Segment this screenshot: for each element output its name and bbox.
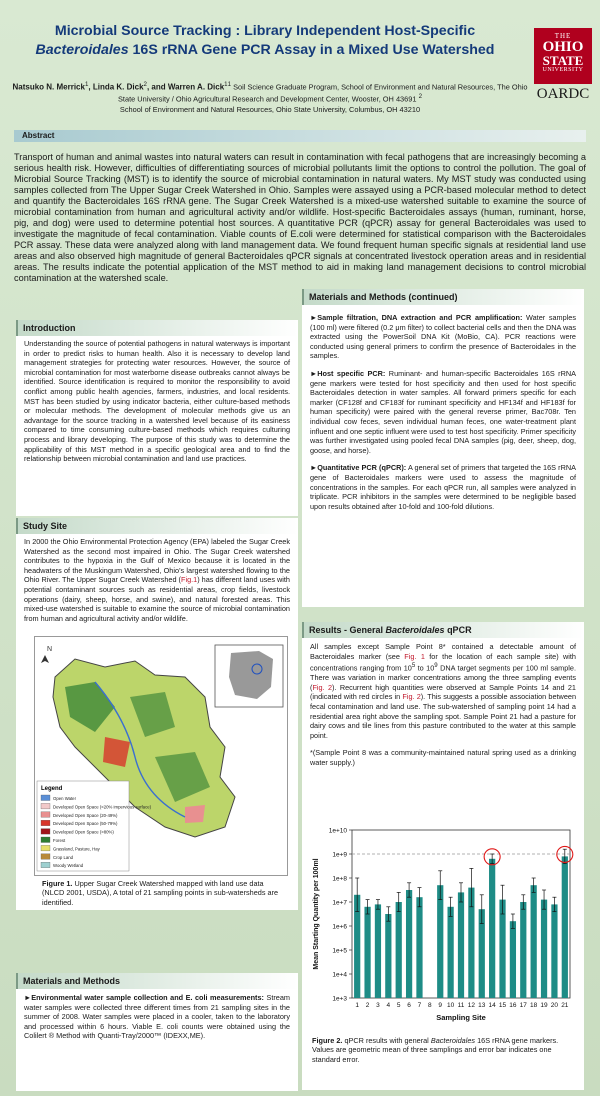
x-tick-label: 5 <box>396 1002 401 1009</box>
mm2-paragraph-2 <box>310 369 576 455</box>
study-site-fig-ref: Fig.1 <box>180 575 198 585</box>
mm2-paragraph-1 <box>310 313 576 361</box>
legend-label: Open Water <box>53 796 77 801</box>
x-tick-label: 4 <box>386 1002 391 1009</box>
legend-swatch <box>41 829 50 835</box>
abstract-heading: Abstract <box>14 130 586 142</box>
results-sup-9: 9 <box>434 662 438 670</box>
osu-logo <box>534 28 592 84</box>
bar-site-5 <box>396 902 402 998</box>
x-tick-label: 17 <box>519 1002 527 1009</box>
affiliation-2: School of Environment and Natural Resources, Ohio State University, Columbus, OH 43210 <box>119 104 421 114</box>
affiliation-1: Soil Science Graduate Program, School of Environment and Natural Resources, The Ohio State University / Ohio Agricultural Research and Development Center, Wooster, OH 43691 <box>117 82 528 104</box>
logo-university: UNIVERSITY <box>542 67 584 73</box>
materials-methods-text <box>24 993 290 1041</box>
x-tick-label: 14 <box>488 1002 496 1009</box>
materials-methods-continued-heading: Materials and Methods (continued) <box>302 289 584 305</box>
mm1-body: Stream water samples were collected three different times from 21 sampling sites in the summer of 2008. Water samples were placed in a cooler, taken to the laboratory and processed within 6 hours. Viable E. coli counts were obtained using the Colilert ® Method with Quanti-Tray/2000™ (IDEXX,ME). <box>24 993 290 1041</box>
figure-2-chart-svg <box>308 820 576 1030</box>
study-site-text <box>24 537 290 623</box>
x-tick-label: 1 <box>355 1002 360 1009</box>
introduction-text: Understanding the source of potential pathogens in natural waterways is important in order to predict risks to human health. Also it is necessary to develop land management strategies for protecting water resources. However, the source of microbial contamination for most waterborne disease outbreaks cannot always be identified. Source identification is required to monitor the responsibility to avoid conflict among public health agencies, farmers, industries, and local residents. MST has been studied by using indicator bacteria, either culture-based methods or molecular methods. The development of molecular methods give us an advantage for the source tracking in a watershed level because of its easiness compared to time consuming culture-based methods which requires culturing process and library developing. The purpose of this study was to determine the applicability of this MST method in a specific geological area and to find the relationship between microbial contamination and land use practices. <box>24 339 290 464</box>
x-tick-label: 20 <box>550 1002 559 1009</box>
x-tick-label: 11 <box>457 1002 465 1009</box>
materials-methods-panel <box>16 973 298 1091</box>
bar-site-11 <box>458 892 464 998</box>
bar-site-10 <box>448 907 454 998</box>
mm2-p2-lead: ►Host specific PCR: <box>310 368 386 378</box>
introduction-heading: Introduction <box>16 320 298 336</box>
bar-site-7 <box>416 897 422 998</box>
legend-swatch <box>41 812 50 818</box>
author-3-sup: 1 <box>224 81 228 88</box>
legend-swatch <box>41 795 50 801</box>
y-tick-label: 1e+6 <box>332 923 347 931</box>
bar-site-21 <box>562 856 568 998</box>
north-arrow-label: N <box>47 646 53 653</box>
legend-label: Woody Wetland <box>53 863 84 869</box>
x-tick-label: 2 <box>365 1002 370 1009</box>
figure-1-caption <box>42 879 282 907</box>
legend-swatch <box>41 837 50 843</box>
results-heading-b: Bacteroidales <box>385 625 445 635</box>
legend-label: Developed Open Space (<20% impervious surface) <box>53 804 152 810</box>
results-sup-5: 5 <box>411 662 416 670</box>
results-panel <box>302 622 584 1090</box>
x-tick-label: 21 <box>561 1002 569 1009</box>
logo-state: STATE <box>542 53 584 68</box>
authors-affiliations <box>10 80 530 115</box>
author-1: Natsuko N. Merrick <box>12 82 85 92</box>
bar-site-9 <box>437 885 443 998</box>
legend-label: Forest <box>53 838 66 843</box>
x-tick-label: 16 <box>509 1002 517 1009</box>
developed-patch-2 <box>185 805 205 823</box>
author-2-sup: 2 <box>143 81 147 88</box>
abstract-text: Transport of human and animal wastes into natural waters can result in contamination with fecal pathogens that are increasingly becoming a serious health risk. However, difficulties of differentiating sources of microbial pollutants limit the options to control the pollution. The goal of Microbial Source Tracking (MST) is to identify the source of microbial contamination in natural waters. My MST study was conducted using samples collected from The Upper Sugar Creek Watershed in Ohio. Samples were assayed using a PCR-based molecular method to detect and quantify the Bacteroidales 16S rRNA gene. The Sugar Creek Watershed is a mixed-use watershed suitable to examine the source of microbial contamination from human and agricultural activity and/or wildlife. Host-specific Bacteroidales assays (human, ruminant, horse, pig, and dog) were used to determine potential host sources. A quantitative PCR (qPCR) assay for general Bacteroidales was used to investigate the magnitude of fecal contamination. Viable counts of E.coli were determined for statistical comparison with the Bacteroidales PCR assay. These data were analyzed along with land management data. We found frequent human specific signals at residential land use areas and also observed high magnitude of general Bacteroidales qPCR signals at concentrated livestock operation areas and in residential areas. The results indicate the potential application of the MST method to aid in making land management decisions to control microbial contamination at the watershed scale. <box>14 152 586 283</box>
x-tick-label: 19 <box>540 1002 548 1009</box>
results-heading-c: qPCR <box>444 625 472 635</box>
legend-label: Developed Open Space (>80%) <box>53 829 114 835</box>
figure-2-chart <box>308 820 576 1030</box>
author-3: , and Warren A. Dick <box>146 82 225 92</box>
bar-site-15 <box>499 900 505 998</box>
title-line-2 <box>10 42 520 59</box>
mm2-p1-lead: ►Sample filtration, DNA extraction and PCR amplification: <box>310 313 523 322</box>
legend-swatch <box>41 845 50 851</box>
materials-methods-continued-text <box>310 313 576 519</box>
legend-label: Developed Open Space (20-49%) <box>53 812 118 818</box>
results-p1e: ). Recurrent high quantities were observed at Sample Points 14 and 21 (indicated with red circles in <box>310 682 576 702</box>
legend-swatch <box>41 854 50 860</box>
x-tick-label: 10 <box>447 1002 455 1009</box>
materials-methods-continued-panel <box>302 289 584 607</box>
mm2-p3-lead: ►Quantitative PCR (qPCR): <box>310 463 407 473</box>
author-2: , Linda K. Dick <box>88 82 144 92</box>
study-site-text-a: In 2000 the Ohio Environmental Protection Agency (EPA) labeled the Sugar Creek Watershed as the second most impaired in Ohio. The Sugar Creek watershed contributes to the hypoxia in the Gulf of Mexico because it is located in the headwaters of the Muskingum Watershed, Ohio’s largest watershed flowing to the Ohio River. The Upper Sugar Creek Watershed ( <box>24 537 290 585</box>
title-rest: 16S rRNA Gene PCR Assay in a Mixed Use Watershed <box>128 42 495 58</box>
legend-label: Developed Open Space (50-79%) <box>53 821 118 827</box>
y-tick-label: 1e+10 <box>328 827 347 835</box>
bar-site-3 <box>375 904 381 998</box>
results-note: *(Sample Point 8 was a community-maintained natural spring used as a drinking water supply.) <box>310 748 576 767</box>
mm2-p2-body: Ruminant- and human-specific Bacteroidales 16S rRNA gene markers were tested for host specificity and then used for host specific Bacteroidales detection in water samples. All forward primers specific for each marker (CF128f and CF183f for ruminant specificity and HF134f and HF183f for human specificity) were paired with the general reverse primer, Bac708r. Ten individual cow feces, seven individual human feces, one water-treatment plant influent and one septic influent were used to test host specificity. Primer specificity was further investigated using pooled fecal DNA samples (pig, deer, sheep, dog, goose, and horse). <box>310 368 576 455</box>
materials-methods-heading: Materials and Methods <box>16 973 298 989</box>
bar-site-6 <box>406 890 412 998</box>
legend-swatch <box>41 862 50 868</box>
watershed-map-svg <box>35 637 287 875</box>
mm2-p1-body: Water samples (100 ml) were filtered (0.2 μm filter) to collect bacterial cells and then the DNA was extracted using the PowerSoil DNA Kit (MoBio, CA). PCR reactions were conducted using general primers to confirm the presence of Bacteroidales in the samples. <box>310 313 576 361</box>
logo-the: THE <box>554 32 572 40</box>
results-heading-a: Results - General <box>309 625 386 635</box>
bar-site-14 <box>489 859 495 998</box>
x-tick-label: 8 <box>428 1002 432 1009</box>
x-axis-label: Sampling Site <box>436 1013 486 1022</box>
figure-2-text-italic: Bacteroidales <box>430 1036 476 1045</box>
map-legend-title: Legend <box>41 786 63 792</box>
figure-2-label: Figure 2. <box>312 1036 343 1045</box>
results-heading <box>302 622 584 638</box>
figure-2-caption <box>312 1036 574 1064</box>
bar-site-20 <box>551 904 557 998</box>
x-tick-label: 18 <box>530 1002 538 1009</box>
x-tick-label: 7 <box>417 1002 422 1009</box>
x-tick-label: 12 <box>467 1002 475 1009</box>
results-fig1-ref: Fig. 1 <box>404 651 425 661</box>
introduction-panel <box>16 320 298 516</box>
bar-site-18 <box>531 885 537 998</box>
results-text <box>310 642 576 776</box>
bar-site-16 <box>510 921 516 998</box>
results-p1c: to 10 <box>415 663 435 673</box>
y-tick-label: 1e+5 <box>332 947 347 955</box>
y-axis-label: Mean Starting Quantity per 100ml <box>313 858 320 970</box>
results-fig2-ref-2: Fig. 2 <box>402 692 421 702</box>
legend-label: Grassland, Pasture, Hay <box>53 846 100 852</box>
mm2-p3-body: A general set of primers that targeted the 16S rRNA gene of Bacteroidales markers were used to assess the magnitude of concentrations in the samples. For each qPCR run, all samples were analyzed in triplicate. PCR inhibitors in the samples were determined to be negligible based upon results obtained after 10-fold and 100-fold dilutions. <box>310 463 576 511</box>
results-fig2-ref: Fig. 2 <box>312 682 333 692</box>
logo-oardc: OARDC <box>536 86 590 102</box>
figure-1-label: Figure 1. <box>42 879 73 888</box>
author-1-sup: 1 <box>84 81 89 88</box>
y-tick-label: 1e+8 <box>332 875 347 883</box>
bar-site-17 <box>520 902 526 998</box>
results-p1a: All samples except Sample Point 8* contained a detectable amount of Bacteroidales marker (see <box>310 642 576 661</box>
bar-site-2 <box>364 907 370 998</box>
results-p1b: for the location of each sample site) with concentrations ranging from 10 <box>310 651 576 673</box>
study-site-text-b: ) has different land uses with potential contaminant sources such as residential areas, crop fields, livestock operations (dairy, sheep, horse, and swine), and natural forested areas. This mixed-use watershed is suitable to examine the source of microbial contamination from human and agricultural activity and/or wildlife. <box>24 575 290 623</box>
results-p1f: ). This suggests a possible association between fecal contamination and land use. The sub-watershed of sampling point 14 had a residential area right above the sampling spot. Sample Point 21 had a pasture for dairy cows and tile lines from this pasture contributed to the water at this sample point. <box>310 692 576 740</box>
bar-site-4 <box>385 914 391 998</box>
x-tick-label: 9 <box>438 1002 443 1009</box>
x-tick-label: 3 <box>376 1002 380 1009</box>
mm1-lead: ►Environmental water sample collection and E. coli measurements: <box>24 993 264 1002</box>
aff-1-prefix: 1 <box>227 81 232 88</box>
figure-2-text-b: 16S rRNA gene markers. Values are geometric mean of three samplings and error bar indicates one standard error. <box>312 1036 559 1064</box>
aff-2-sup: 2 <box>418 93 422 101</box>
figure-2-text-a: qPCR results with general <box>342 1036 431 1045</box>
x-tick-label: 6 <box>407 1002 411 1009</box>
legend-swatch <box>41 820 50 826</box>
y-tick-label: 1e+9 <box>332 851 347 859</box>
y-tick-label: 1e+7 <box>332 899 347 907</box>
results-p1d: DNA target segments per 100 ml sample. There was variation in marker concentrations among the three sampling events ( <box>310 663 576 692</box>
bar-site-19 <box>541 900 547 998</box>
watershed-map <box>34 636 288 876</box>
title-italic: Bacteroidales <box>35 42 129 58</box>
osu-oardc-logo <box>534 28 592 106</box>
legend-swatch <box>41 803 50 809</box>
logo-ohio: OHIO <box>542 39 584 55</box>
x-tick-label: 15 <box>498 1002 507 1009</box>
figure-1-text: Upper Sugar Creek Watershed mapped with land use data (NLCD 2001, USDA), A total of 21 sampling points in sub-watersheds are identified. <box>42 879 279 907</box>
legend-label: Crop Land <box>53 854 74 860</box>
x-tick-label: 13 <box>478 1002 486 1009</box>
results-paragraph-1 <box>310 642 576 740</box>
y-tick-label: 1e+3 <box>332 995 347 1003</box>
study-site-heading: Study Site <box>16 518 298 534</box>
title-line-1: Microbial Source Tracking : Library Independent Host-Specific <box>54 23 476 39</box>
y-tick-label: 1e+4 <box>332 971 347 979</box>
mm2-paragraph-3 <box>310 463 576 511</box>
